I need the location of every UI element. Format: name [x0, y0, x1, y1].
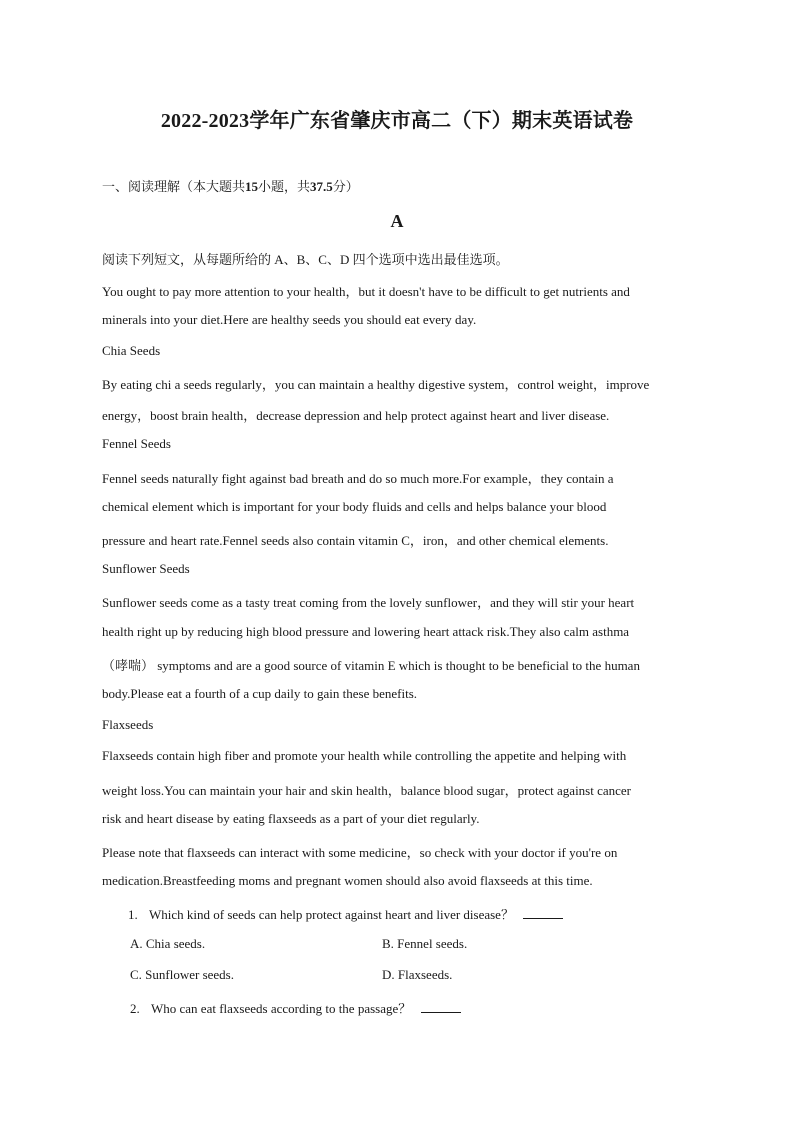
passage-line: health right up by reducing high blood pressure and lowering heart attack risk.They also calm asthma — [102, 624, 630, 639]
option-d[interactable]: D. Flaxseeds. — [382, 967, 453, 982]
option-a[interactable]: A. Chia seeds. — [130, 936, 206, 951]
passage-line: chemical element which is important for your body fluids and cells and helps balance your blood — [102, 499, 607, 514]
subheading-flaxseeds: Flaxseeds — [102, 717, 154, 732]
passage-line: （哮喘） symptoms and are a good source of vitamin E which is thought to be beneficial to the human — [102, 658, 640, 673]
section-score: 37.5 — [310, 179, 333, 194]
answer-blank[interactable] — [523, 906, 563, 919]
passage-line: medication.Breastfeeding moms and pregnant women should also avoid flaxseeds at this time. — [102, 873, 593, 888]
passage-line: Flaxseeds contain high fiber and promote your health while controlling the appetite and helping with — [102, 748, 627, 763]
passage-line: minerals into your diet.Here are healthy seeds you should eat every day. — [102, 312, 477, 327]
exam-title: 2022-2023学年广东省肇庆市高二（下）期末英语试卷 — [160, 110, 634, 132]
subheading-fennel: Fennel Seeds — [102, 436, 171, 451]
section-suffix: 分） — [332, 179, 359, 194]
instruction-line: 阅读下列短文，从每题所给的 A、B、C、D 四个选项中选出最佳选项。 — [102, 252, 509, 267]
passage-line: body.Please eat a fourth of a cup daily to gain these benefits. — [102, 686, 418, 701]
passage-line: energy，boost brain health，decrease depression and help protect against heart and liver disease. — [102, 408, 610, 423]
question-text: Which kind of seeds can help protect against heart and liver disease？ — [149, 907, 514, 922]
subheading-chia: Chia Seeds — [102, 343, 161, 358]
passage-line: weight loss.You can maintain your hair and skin health，balance blood sugar，protect against cancer — [102, 783, 632, 798]
passage-line: You ought to pay more attention to your health，but it doesn't have to be difficult to get nutrients and — [102, 284, 630, 299]
question-text: Who can eat flaxseeds according to the passage？ — [151, 1001, 412, 1016]
passage-line: pressure and heart rate.Fennel seeds also contain vitamin C，iron，and other chemical elements. — [102, 533, 609, 548]
question-number: 2. — [130, 1001, 140, 1016]
option-c[interactable]: C. Sunflower seeds. — [130, 967, 234, 982]
section-prefix: 一、阅读理解（本大题共 — [102, 179, 246, 194]
passage-line: Please note that flaxseeds can interact with some medicine，so check with your doctor if you're on — [102, 845, 618, 860]
question-number: 1. — [128, 907, 138, 922]
passage-line: Fennel seeds naturally fight against bad breath and do so much more.For example，they contain a — [102, 471, 614, 486]
passage-line: risk and heart disease by eating flaxseeds as a part of your diet regularly. — [102, 811, 480, 826]
section-mid: 小题，共 — [258, 179, 311, 194]
subheading-sunflower: Sunflower Seeds — [102, 561, 190, 576]
option-b[interactable]: B. Fennel seeds. — [382, 936, 468, 951]
passage-label: A — [390, 211, 404, 231]
question-1 — [128, 904, 563, 923]
question-count: 15 — [245, 179, 259, 194]
question-2 — [130, 998, 461, 1017]
passage-line: Sunflower seeds come as a tasty treat coming from the lovely sunflower，and they will stir your heart — [102, 595, 635, 610]
passage-line: By eating chi a seeds regularly，you can maintain a healthy digestive system，control weight，improve — [102, 377, 650, 392]
section-heading — [102, 176, 359, 195]
answer-blank[interactable] — [421, 1000, 461, 1013]
